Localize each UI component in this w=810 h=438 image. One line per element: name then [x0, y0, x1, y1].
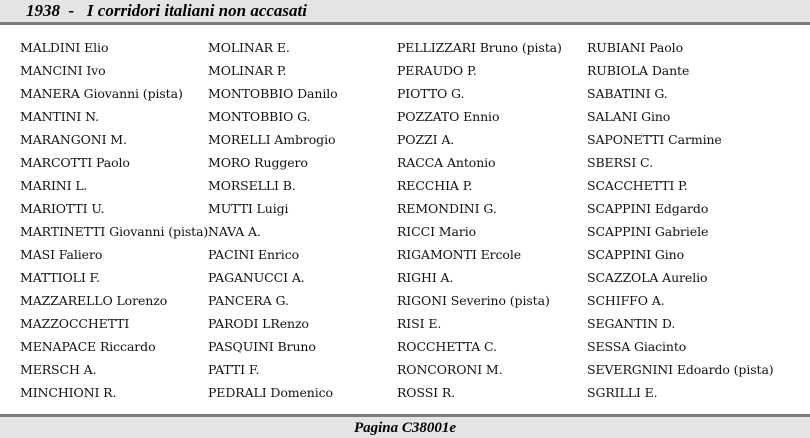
rider-name: SCAPPINI Gino: [587, 247, 685, 262]
rider-name: POZZI A.: [397, 132, 455, 147]
rider-name: MANCINI Ivo: [20, 63, 106, 78]
rider-name: ROCCHETTA C.: [397, 339, 497, 354]
rider-name: POZZATO Ennio: [397, 109, 500, 124]
rider-name: PATTI F.: [208, 362, 260, 377]
rider-name: SCACCHETTI P.: [587, 178, 688, 193]
rider-name: SCAPPINI Edgardo: [587, 201, 709, 216]
rider-name: PASQUINI Bruno: [208, 339, 316, 354]
rider-name: MASI Faliero: [20, 247, 103, 262]
rider-name: ROSSI R.: [397, 385, 456, 400]
rider-name: PANCERA G.: [208, 293, 289, 308]
rider-name: SAPONETTI Carmine: [587, 132, 722, 147]
rider-name: RUBIOLA Dante: [587, 63, 690, 78]
rider-name: MARCOTTI Paolo: [20, 155, 130, 170]
rider-name: MERSCH A.: [20, 362, 97, 377]
rider-name: PARODI LRenzo: [208, 316, 309, 331]
header-bar: [0, 0, 810, 25]
rider-column-2: [208, 36, 338, 404]
rider-name: SCAZZOLA Aurelio: [587, 270, 708, 285]
rider-name: NAVA A.: [208, 224, 261, 239]
rider-name: SEVERGNINI Edoardo (pista): [587, 362, 774, 377]
rider-name: RECCHIA P.: [397, 178, 473, 193]
rider-name: MALDINI Elio: [20, 40, 109, 55]
rider-name: RIGAMONTI Ercole: [397, 247, 522, 262]
rider-name: MUTTI Luigi: [208, 201, 289, 216]
rider-name: RACCA Antonio: [397, 155, 496, 170]
rider-name: RICCI Mario: [397, 224, 477, 239]
rider-name: PELLIZZARI Bruno (pista): [397, 40, 562, 55]
rider-column-3: [397, 36, 562, 404]
rider-column-4: [587, 36, 774, 404]
rider-name: RISI E.: [397, 316, 442, 331]
rider-name: MOLINAR E.: [208, 40, 290, 55]
rider-name: SABATINI G.: [587, 86, 668, 101]
rider-name: MATTIOLI F.: [20, 270, 101, 285]
rider-name: MOLINAR P.: [208, 63, 287, 78]
footer-bar: [0, 414, 810, 438]
rider-name: RUBIANI Paolo: [587, 40, 683, 55]
page-title: 1938 - I corridori italiani non accasati: [26, 1, 307, 20]
rider-name: MONTOBBIO G.: [208, 109, 311, 124]
rider-name: SBERSI C.: [587, 155, 653, 170]
rider-name: MORELLI Ambrogio: [208, 132, 336, 147]
rider-name: MINCHIONI R.: [20, 385, 117, 400]
rider-name: MONTOBBIO Danilo: [208, 86, 338, 101]
rider-name: MAZZOCCHETTI: [20, 316, 130, 331]
rider-name: MENAPACE Riccardo: [20, 339, 156, 354]
rider-name: MARTINETTI Giovanni (pista): [20, 224, 209, 239]
rider-column-1: [20, 36, 208, 404]
rider-name: REMONDINI G.: [397, 201, 497, 216]
rider-name: SALANI Gino: [587, 109, 671, 124]
rider-name: PERAUDO P.: [397, 63, 477, 78]
rider-name: MORO Ruggero: [208, 155, 308, 170]
rider-name: RIGHI A.: [397, 270, 454, 285]
rider-name: MANERA Giovanni (pista): [20, 86, 183, 101]
rider-name: SCHIFFO A.: [587, 293, 665, 308]
rider-name: MARANGONI M.: [20, 132, 127, 147]
rider-name: SESSA Giacinto: [587, 339, 687, 354]
rider-name: SEGANTIN D.: [587, 316, 676, 331]
rider-name: PACINI Enrico: [208, 247, 300, 262]
rider-name: RONCORONI M.: [397, 362, 503, 377]
rider-name: PIOTTO G.: [397, 86, 465, 101]
rider-name: SGRILLI E.: [587, 385, 658, 400]
rider-name: RIGONI Severino (pista): [397, 293, 550, 308]
rider-name: MARINI L.: [20, 178, 88, 193]
page-number: Pagina C38001e: [353, 420, 457, 436]
rider-name: SCAPPINI Gabriele: [587, 224, 709, 239]
rider-name: MARIOTTI U.: [20, 201, 105, 216]
rider-name: PAGANUCCI A.: [208, 270, 305, 285]
rider-name: MAZZARELLO Lorenzo: [20, 293, 168, 308]
rider-name: MANTINI N.: [20, 109, 99, 124]
riders-list: [0, 25, 810, 414]
rider-name: MORSELLI B.: [208, 178, 296, 193]
rider-name: PEDRALI Domenico: [208, 385, 333, 400]
